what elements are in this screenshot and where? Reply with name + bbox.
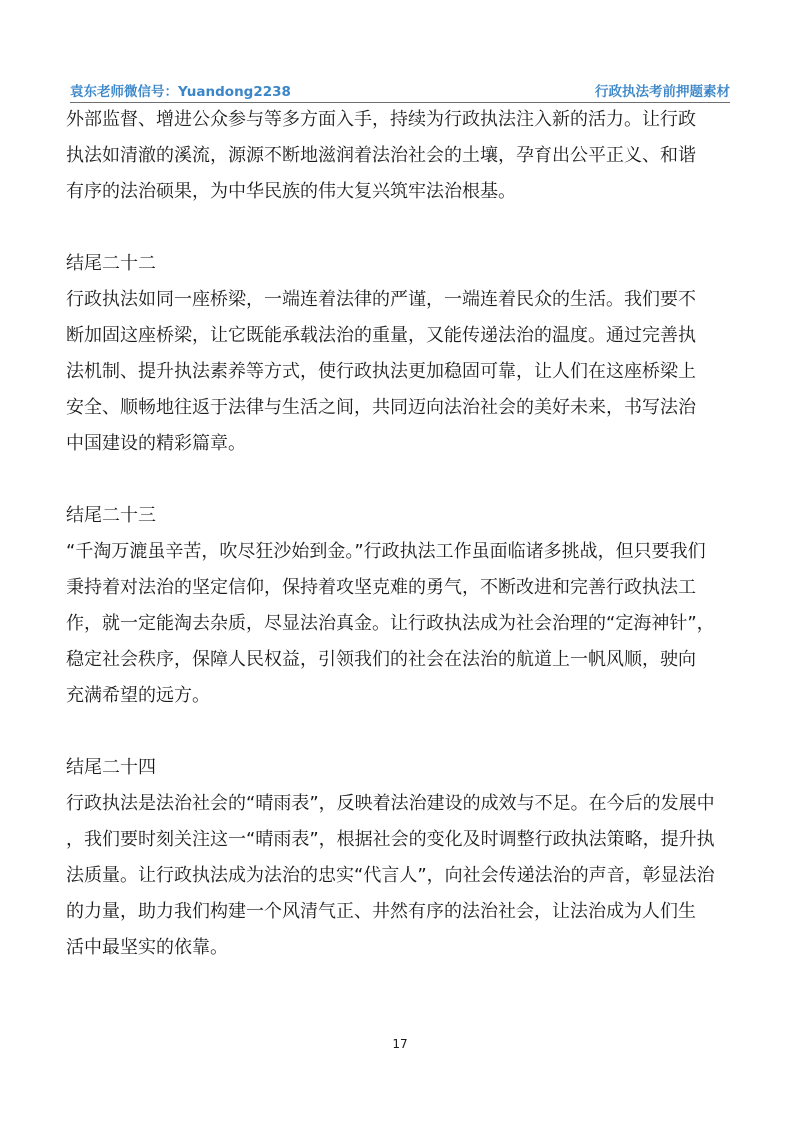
section-paragraph bbox=[66, 282, 734, 462]
text-line: 作，就一定能淘去杂质，尽显法治真金。让行政执法成为社会治理的“定海神针”， bbox=[66, 613, 715, 634]
text-line: 法质量。让行政执法成为法治的忠实“代言人”，向社会传递法治的声音，彰显法治 bbox=[66, 865, 715, 886]
text-line: 稳定社会秩序，保障人民权益，引领我们的社会在法治的航道上一帆风顺，驶向 bbox=[66, 649, 696, 670]
text-line: 执法如清澈的溪流，源源不断地滋润着法治社会的土壤，孕育出公平正义、和谐 bbox=[66, 145, 696, 166]
text-line: 秉持着对法治的坚定信仰，保持着攻坚克难的勇气，不断改进和完善行政执法工 bbox=[66, 577, 696, 598]
header-contact: 袁东老师微信号：Yuandong2238 bbox=[70, 84, 291, 100]
text-line: “千淘万漉虽辛苦，吹尽狂沙始到金。”行政执法工作虽面临诸多挑战，但只要我们 bbox=[66, 541, 706, 562]
section-heading: 结尾二十三 bbox=[66, 505, 156, 526]
document-body bbox=[66, 102, 734, 966]
text-line: 的力量，助力我们构建一个风清气正、井然有序的法治社会，让法治成为人们生 bbox=[66, 901, 696, 922]
intro-paragraph bbox=[66, 102, 734, 210]
section-heading: 结尾二十二 bbox=[66, 253, 156, 274]
text-line: 行政执法如同一座桥梁，一端连着法律的严谨，一端连着民众的生活。我们要不 bbox=[66, 289, 696, 310]
text-line: 活中最坚实的依靠。 bbox=[66, 937, 228, 958]
text-line: 安全、顺畅地往返于法律与生活之间，共同迈向法治社会的美好未来，书写法治 bbox=[66, 397, 696, 418]
section-paragraph bbox=[66, 534, 734, 714]
page-header bbox=[70, 80, 730, 103]
text-line: 法机制、提升执法素养等方式，使行政执法更加稳固可靠，让人们在这座桥梁上 bbox=[66, 361, 696, 382]
text-line: 行政执法是法治社会的“晴雨表”，反映着法治建设的成效与不足。在今后的发展中 bbox=[66, 793, 715, 814]
text-line: 充满希望的远方。 bbox=[66, 685, 210, 706]
section-paragraph bbox=[66, 786, 734, 966]
text-line: 外部监督、增进公众参与等多方面入手，持续为行政执法注入新的活力。让行政 bbox=[66, 109, 696, 130]
section-heading: 结尾二十四 bbox=[66, 757, 156, 778]
text-line: 中国建设的精彩篇章。 bbox=[66, 433, 246, 454]
text-line: 有序的法治硕果，为中华民族的伟大复兴筑牢法治根基。 bbox=[66, 181, 516, 202]
page-number: 17 bbox=[392, 1037, 408, 1051]
text-line: 断加固这座桥梁，让它既能承载法治的重量，又能传递法治的温度。通过完善执 bbox=[66, 325, 696, 346]
text-line: ，我们要时刻关注这一“晴雨表”，根据社会的变化及时调整行政执法策略，提升执 bbox=[66, 829, 715, 850]
header-title: 行政执法考前押题素材 bbox=[595, 84, 730, 100]
